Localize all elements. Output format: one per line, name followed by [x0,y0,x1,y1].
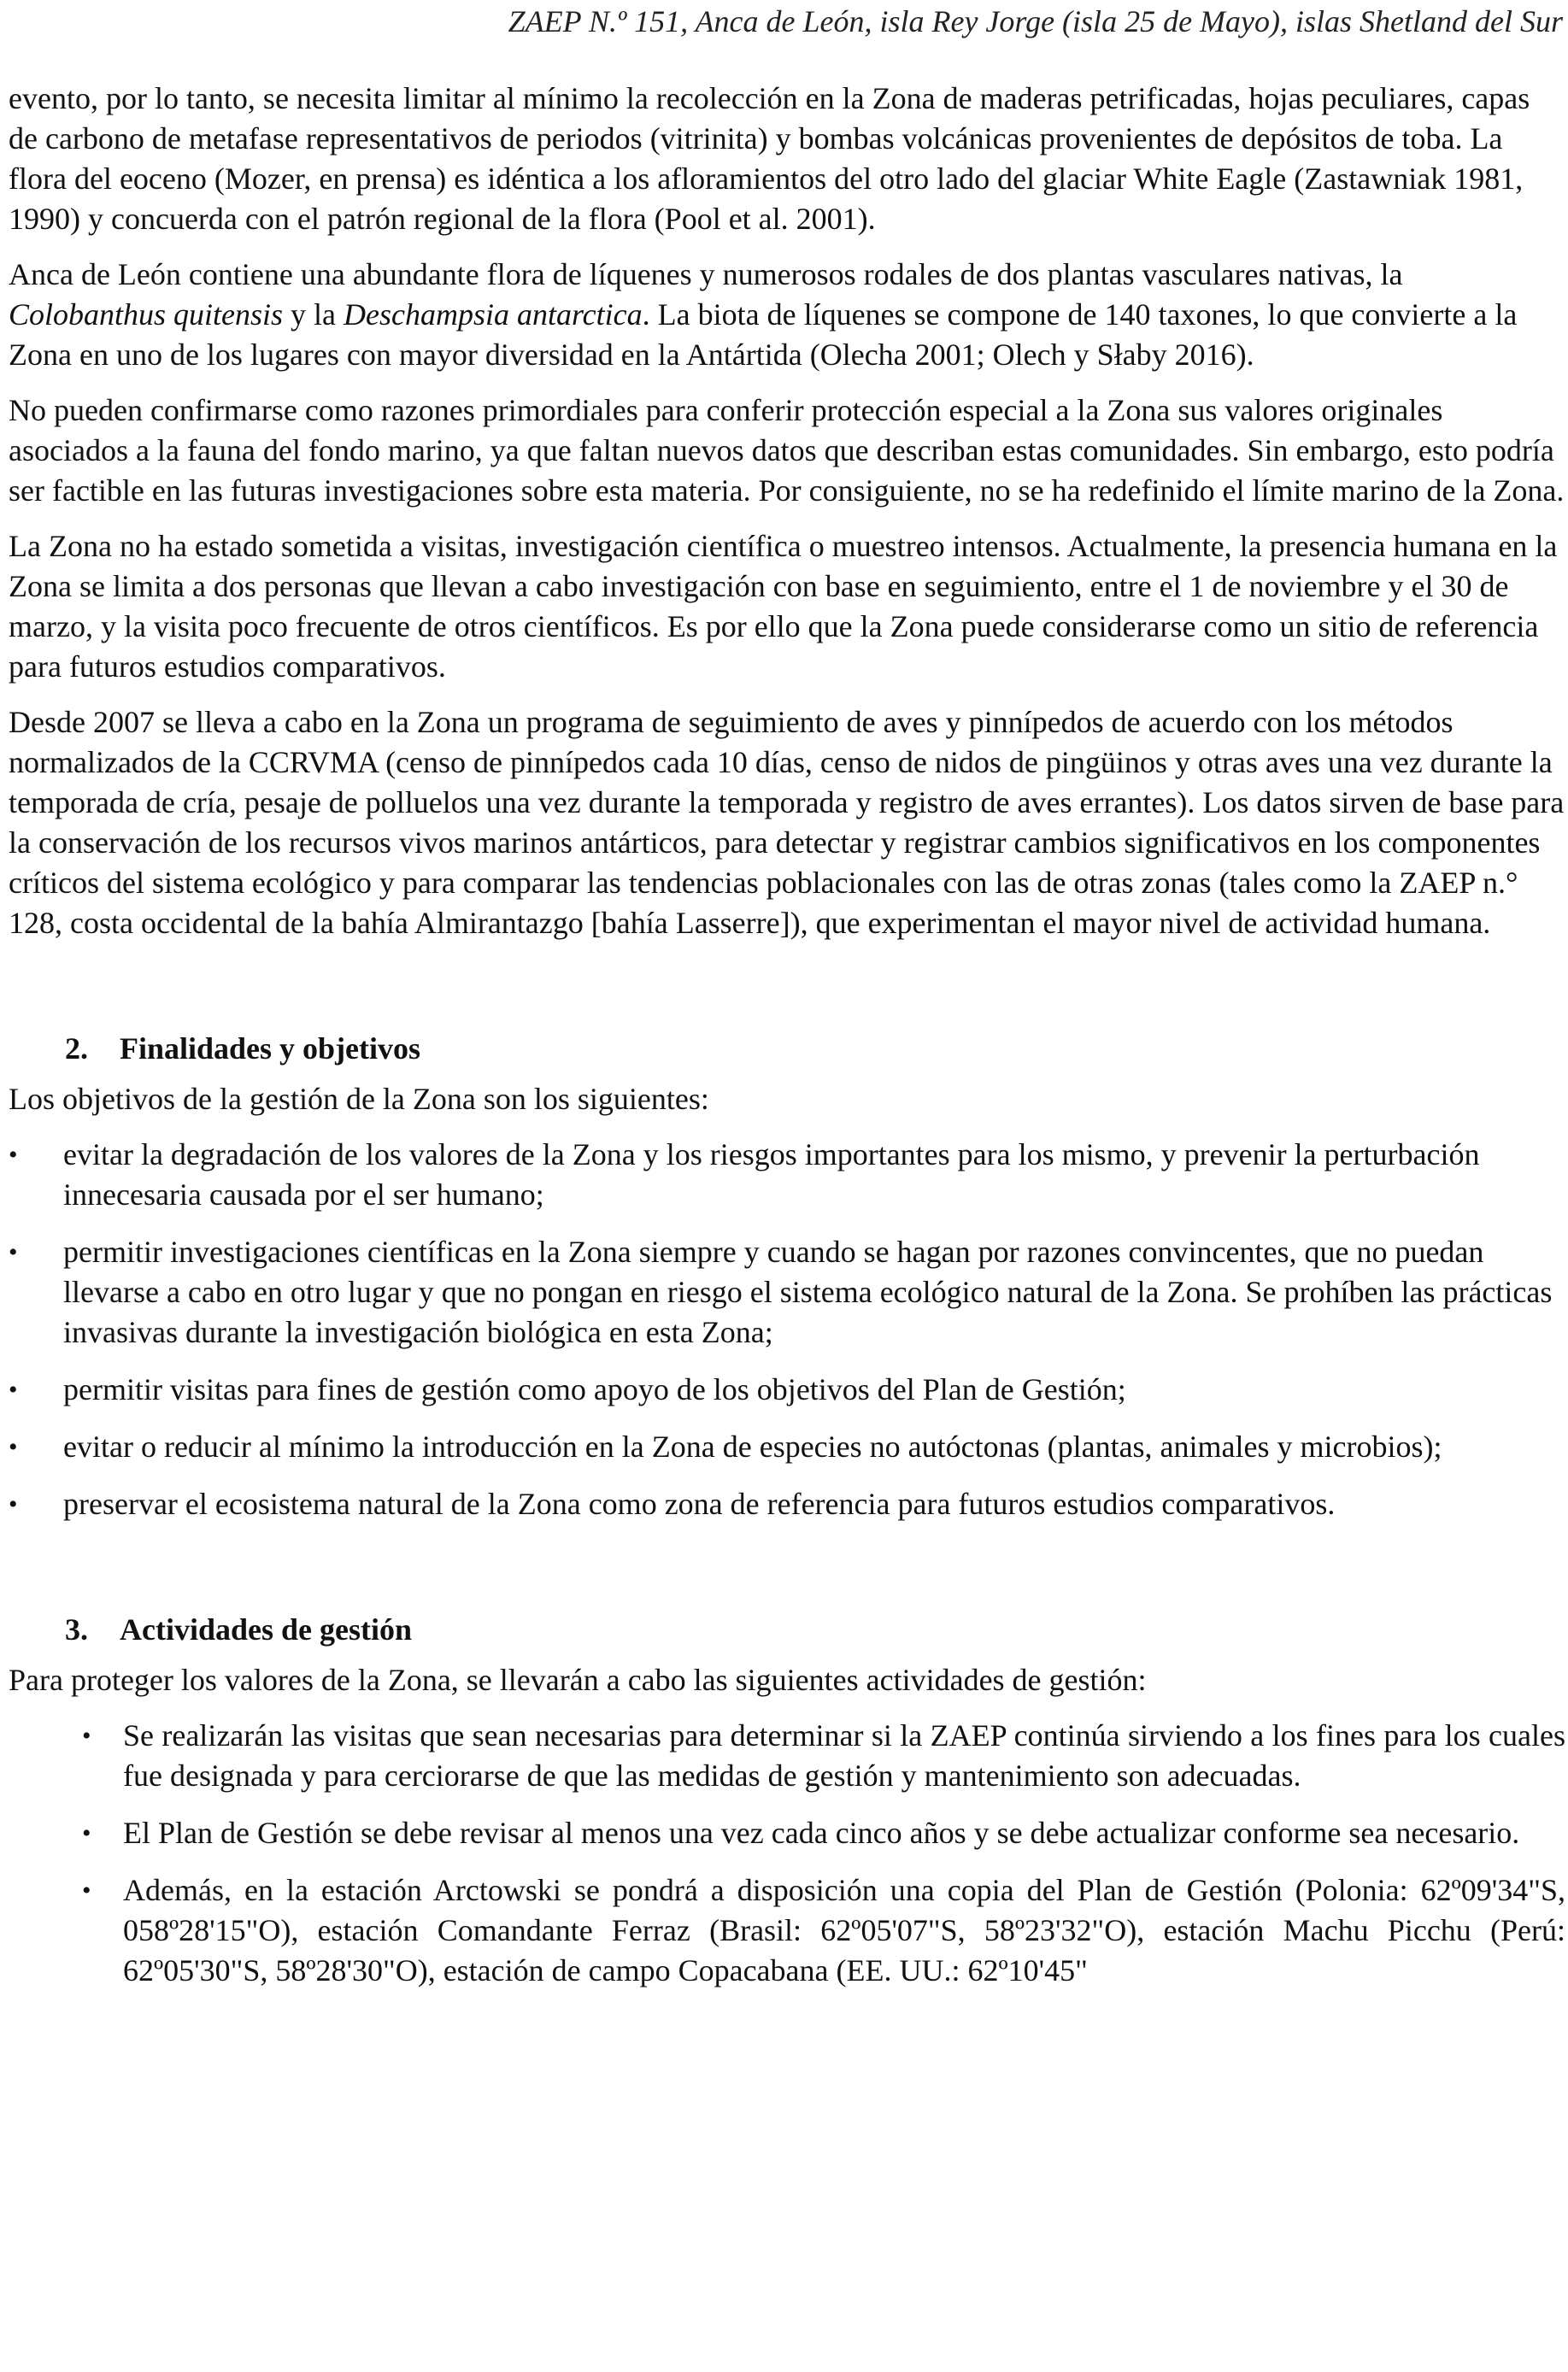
section-heading-objectives [65,1029,1565,1069]
paragraph-marine-fauna: No pueden confirmarse como razones primordiales para conferir protección especial a la Zona sus valores originales asociados a la fauna del fondo marino, ya que faltan nuevos datos que describan estas comunidades. Sin embargo, esto podría ser factible en las futuras investigaciones sobre esta materia. Por consiguiente, no se ha redefinido el límite marino de la Zona. [9,393,1565,508]
list-item-text: evitar la degradación de los valores de la Zona y los riesgos importantes para los mismo, y prevenir la perturbación innecesaria causada por el ser humano; [63,1137,1480,1212]
section-number: 2. [65,1031,88,1066]
paragraph-text: . La biota de líquenes se compone de 140 taxones, lo que convierte a la Zona en uno de los lugares con mayor diversidad en la Antártida (Olecha 2001; Olech y Słaby 2016). [9,297,1518,372]
bullet-icon: • [82,1722,91,1750]
list-item [9,1135,1565,1215]
list-item-text: permitir investigaciones científicas en la Zona siempre y cuando se hagan por razones convincentes, que no puedan llevarse a cabo en otro lugar y que no pongan en riesgo el sistema ecológico natural de la Zona. Se prohíben las prácticas invasivas durante la investigación biológica en esta Zona; [63,1235,1553,1349]
list-item [9,1484,1565,1524]
list-item-text: preservar el ecosistema natural de la Zona como zona de referencia para futuros estudios comparativos. [63,1487,1336,1521]
list-item-text: Se realizarán las visitas que sean necesarias para determinar si la ZAEP continúa sirviendo a los fines para los cuales fue designada y para cerciorarse de que las medidas de gestión y mantenimiento son adecuadas. [123,1718,1565,1793]
list-item [9,1716,1565,1796]
paragraph-fossil-flora: evento, por lo tanto, se necesita limitar al mínimo la recolección en la Zona de maderas petrificadas, hojas peculiares, capas de carbono de metafase representativos de periodos (vitrinita) y bombas volcánicas provenientes de depósitos de toba. La flora del eoceno (Mozer, en prensa) es idéntica a los afloramientos del otro lado del glaciar White Eagle (Zastawniak 1981, 1990) y concuerda con el patrón regional de la flora (Pool et al. 2001). [9,81,1530,236]
document-body [9,79,1565,2008]
paragraph-lichen-flora [9,255,1565,375]
list-item [9,1427,1565,1467]
paragraph-monitoring-program: Desde 2007 se lleva a cabo en la Zona un programa de seguimiento de aves y pinnípedos de acuerdo con los métodos normalizados de la CCRVMA (censo de pinnípedos cada 10 días, censo de nidos de pingüinos y otras aves una vez durante la temporada de cría, pesaje de polluelos una vez durante la temporada y registro de aves errantes). Los datos sirven de base para la conservación de los recursos vivos marinos antárticos, para detectar y registrar cambios significativos en los componentes críticos del sistema ecológico y para comparar las tendencias poblacionales con las de otras zonas (tales como la ZAEP n.° 128, costa occidental de la bahía Almirantazgo [bahía Lasserre]), que experimentan el mayor nivel de actividad humana. [9,705,1565,940]
paragraph-human-presence: La Zona no ha estado sometida a visitas, investigación científica o muestreo intensos. Actualmente, la presencia humana en la Zona se limita a dos personas que llevan a cabo investigación con base en seguimiento, entre el 1 de noviembre y el 30 de marzo, y la visita poco frecuente de otros científicos. Es por ello que la Zona puede considerarse como un sitio de referencia para futuros estudios comparativos. [9,529,1558,684]
bullet-icon: • [9,1141,18,1169]
bullet-icon: • [9,1490,18,1518]
list-item-text: Además, en la estación Arctowski se pondrá a disposición una copia del Plan de Gestión (Polonia: 62º09'34"S, 058º28'15"O), estación Comandante Ferraz (Brasil: 62º05'07"S, 58º23'32"O), estación Machu Picchu (Perú: 62º05'30"S, 58º28'30"O), estación de campo Copacabana (EE. UU.: 62º10'45" [123,1873,1565,1987]
list-item [9,1370,1565,1410]
list-item [9,1870,1565,1991]
section-title: Actividades de gestión [120,1612,412,1647]
section-intro: Para proteger los valores de la Zona, se llevarán a cabo las siguientes actividades de gestión: [9,1663,1147,1697]
list-item [9,1813,1565,1853]
bullet-icon: • [9,1376,18,1404]
species-name: Colobanthus quitensis [9,297,284,332]
bullet-icon: • [82,1819,91,1847]
list-item-text: El Plan de Gestión se debe revisar al menos una vez cada cinco años y se debe actualizar conforme sea necesario. [123,1816,1520,1850]
bullet-icon: • [9,1238,18,1266]
species-name: Deschampsia antarctica [344,297,643,332]
section-intro: Los objetivos de la gestión de la Zona son los siguientes: [9,1082,709,1116]
list-item [9,1232,1565,1353]
bullet-icon: • [82,1876,91,1905]
bullet-icon: • [9,1433,18,1461]
objectives-list [9,1135,1565,1524]
section-number: 3. [65,1612,88,1647]
paragraph-text: Anca de León contiene una abundante flora de líquenes y numerosos rodales de dos plantas vasculares nativas, la [9,257,1403,291]
section-title: Finalidades y objetivos [120,1031,421,1066]
section-heading-management [65,1610,1565,1650]
list-item-text: permitir visitas para fines de gestión como apoyo de los objetivos del Plan de Gestión; [63,1372,1126,1406]
list-item-text: evitar o reducir al mínimo la introducción en la Zona de especies no autóctonas (plantas, animales y microbios); [63,1430,1442,1464]
management-list [9,1716,1565,1991]
running-header: ZAEP N.º 151, Anca de León, isla Rey Jorge (isla 25 de Mayo), islas Shetland del Sur [508,4,1563,38]
paragraph-text: y la [283,297,344,332]
